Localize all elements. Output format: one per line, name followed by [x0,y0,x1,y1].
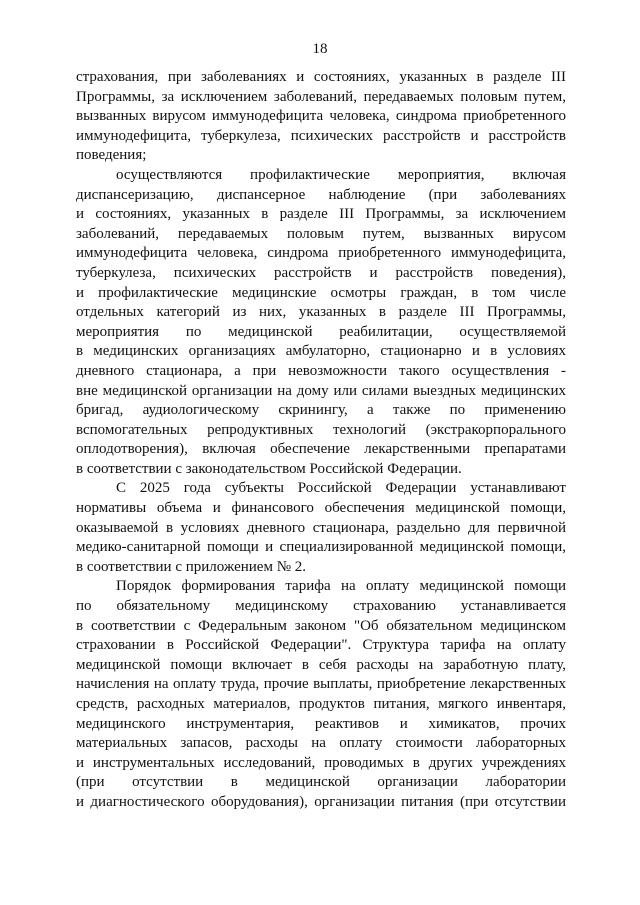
text-line: средств, расходных материалов, продуктов питания, мягкого инвентаря, [76,696,566,712]
text-line: (при отсутствии в медицинской организации лаборатории [76,774,566,791]
text-line: нормативы объема и финансового обеспечения медицинской помощи, [76,500,566,517]
text-line: вне медицинской организации на дому или силами выездных медицинских [76,382,566,399]
text-line: вызванных вирусом иммунодефицита человека, синдрома приобретенного [76,108,566,125]
text-line: в соответствии с Федеральным законом "Об обязательном медицинском [76,617,566,634]
text-line: оказываемой в условиях дневного стационара, раздельно для первичной [76,519,566,536]
text-line: по обязательному медицинскому страхованию устанавливается [76,598,566,615]
text-line: в соответствии с приложением № 2. [76,558,307,575]
text-line: страховании в Российской Федерации". Структура тарифа на оплату [76,637,566,654]
text-line: в соответствии с законодательством Российской Федерации. [76,460,462,477]
paragraph-2 [76,166,566,480]
text-line: начисления на оплату труда, прочие выплаты, приобретение лекарственных [76,676,566,693]
text-line: туберкулеза, психических расстройств и расстройств поведения), [76,264,566,281]
text-line: и диагностического оборудования), организации питания (при отсутствии [76,793,566,810]
text-line: бригад, аудиологическому скринингу, а также по применению [76,402,566,419]
text-line: Порядок формирования тарифа на оплату медицинской помощи [116,578,566,595]
text-line: С 2025 года субъекты Российской Федерации устанавливают [116,480,566,497]
text-line: мероприятия по медицинской реабилитации, осуществляемой [76,323,566,340]
text-line: Программы, за исключением заболеваний, передаваемых половым путем, [76,88,566,105]
text-line: иммунодефицита, туберкулеза, психических расстройств и расстройств [76,127,566,144]
text-line: иммунодефицита человека, синдрома приобретенного иммунодефицита, [76,245,566,262]
text-line: медицинской помощи включает в себя расходы на заработную плату, [76,656,566,673]
text-line: осуществляются профилактические мероприятия, включая [116,166,566,183]
text-line: и профилактические медицинские осмотры граждан, в том числе [76,284,566,301]
text-line: отдельных категорий из них, указанных в разделе III Программы, [76,304,566,321]
document-body [76,68,566,813]
text-line: поведения; [76,147,147,164]
text-line: оплодотворения), включая обеспечение лекарственными препаратами [76,441,566,458]
text-line: дневного стационара, а при невозможности такого осуществления - [76,362,566,379]
text-line: заболеваний, передаваемых половым путем, вызванных вирусом [76,225,566,242]
text-line: и состояниях, указанных в разделе III Программы, за исключением [76,206,566,223]
text-line: медицинского инструментария, реактивов и химикатов, прочих [76,715,566,732]
text-line: страхования, при заболеваниях и состояниях, указанных в разделе III [76,69,566,85]
paragraph-4 [76,577,566,812]
paragraph-1 [76,68,566,166]
text-line: диспансеризацию, диспансерное наблюдение (при заболеваниях [76,186,566,203]
text-line: материальных запасов, расходы на оплату стоимости лабораторных [76,735,566,752]
page-number: 18 [312,41,328,57]
text-line: в медицинских организациях амбулаторно, стационарно и в условиях [76,343,566,360]
text-line: и инструментальных исследований, проводимых в других учреждениях [76,754,566,771]
text-line: вспомогательных репродуктивных технологий (экстракорпорального [76,421,566,438]
text-line: медико-санитарной помощи и специализированной медицинской помощи, [76,539,566,556]
paragraph-3 [76,479,566,577]
